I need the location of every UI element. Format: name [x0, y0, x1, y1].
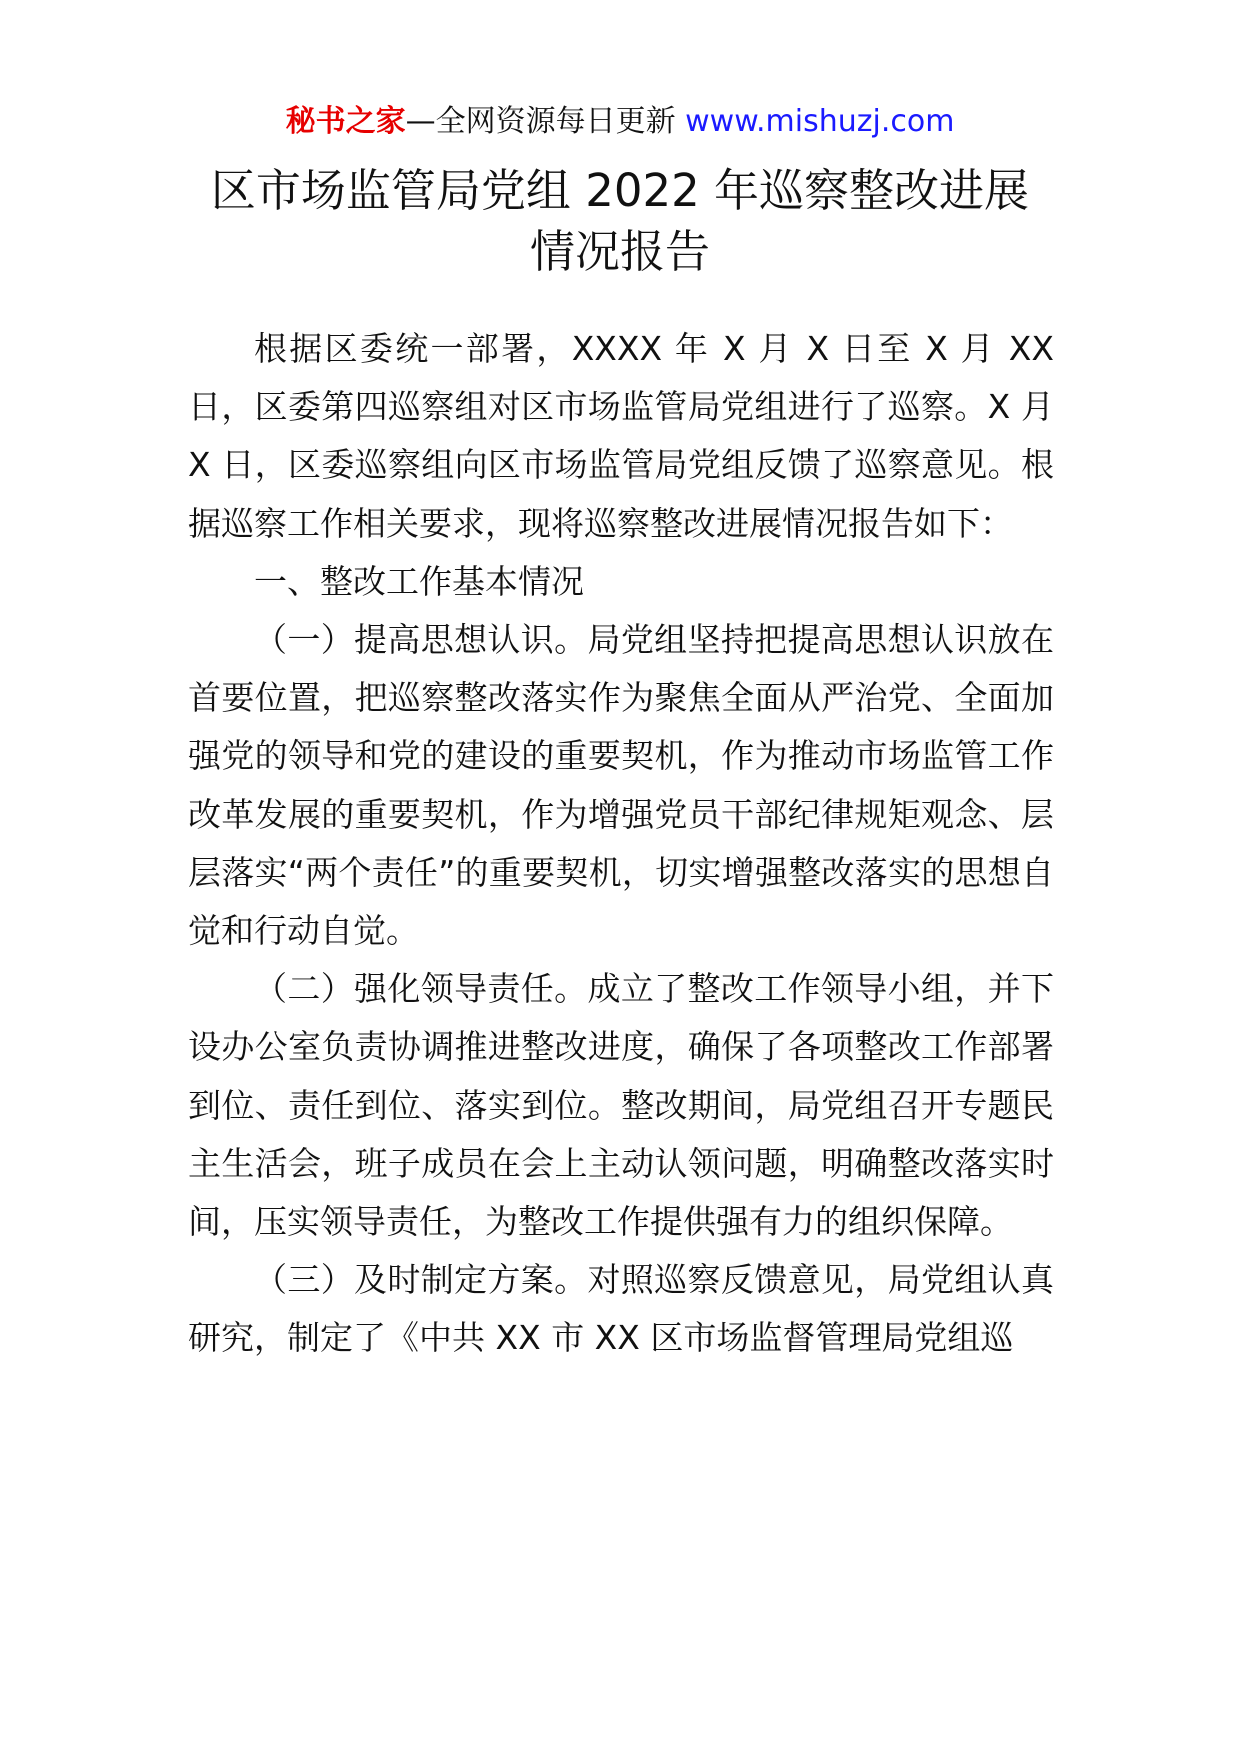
document-body	[188, 320, 1054, 1368]
paragraph-item-2: （二）强化领导责任。成立了整改工作领导小组，并下设办公室负责协调推进整改进度，确保了各项整改工作部署到位、责任到位、落实到位。整改期间，局党组召开专题民主生活会，班子成员在会上主动认领问题，明确整改落实时间，压实领导责任，为整改工作提供强有力的组织保障。	[188, 969, 1054, 1242]
paragraph-intro: 根据区委统一部署，XXXX 年 X 月 X 日至 X 月 XX 日，区委第四巡察组对区市场监管局党组进行了巡察。X 月 X 日，区委巡察组向区市场监管局党组反馈了巡察意见。根据巡察工作相关要求，现将巡察整改进展情况报告如下：	[188, 329, 1054, 543]
document-title	[120, 160, 1120, 282]
paragraph-item-3: （三）及时制定方案。对照巡察反馈意见，局党组认真研究，制定了《中共 XX 市 XX 区市场监督管理局党组巡	[188, 1260, 1054, 1358]
site-header	[0, 102, 1240, 142]
document-title-line-2: 情况报告	[529, 225, 710, 278]
paragraph-item-1: （一）提高思想认识。局党组坚持把提高思想认识放在首要位置，把巡察整改落实作为聚焦全面从严治党、全面加强党的领导和党的建设的重要契机，作为推动市场监管工作改革发展的重要契机，作为增强党员干部纪律规矩观念、层层落实“两个责任”的重要契机，切实增强整改落实的思想自觉和行动自觉。	[188, 620, 1054, 951]
section-heading-1: 一、整改工作基本情况	[254, 561, 584, 601]
site-url-link[interactable]: www.mishuzj.com	[685, 104, 955, 139]
document-title-line-1: 区市场监管局党组 2022 年巡察整改进展	[210, 164, 1030, 217]
brand-name: 秘书之家	[285, 104, 406, 139]
header-slogan: —全网资源每日更新	[405, 104, 686, 139]
